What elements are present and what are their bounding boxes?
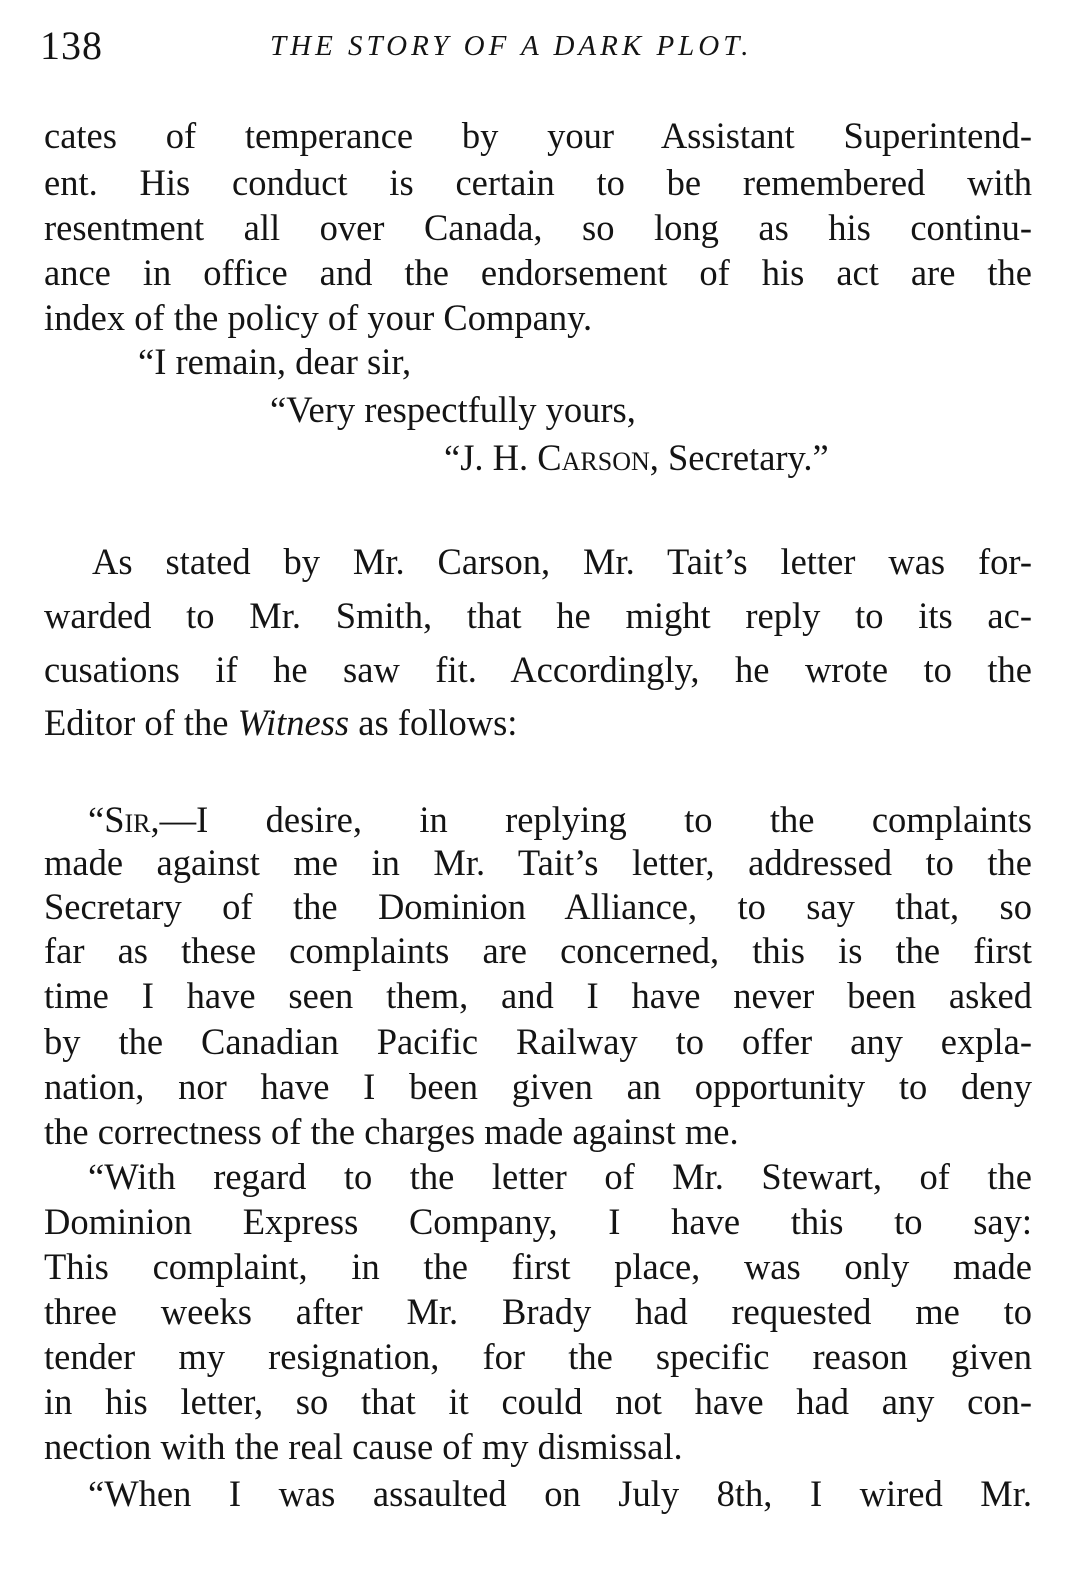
text-line: ance in office and the endorsement of his act are the bbox=[44, 252, 1032, 293]
text-line: This complaint, in the first place, was only made bbox=[44, 1246, 1032, 1287]
text-line: made against me in Mr. Tait’s letter, addressed to the bbox=[44, 842, 1032, 883]
signature-name: Carson bbox=[537, 437, 650, 478]
text-line: “With regard to the letter of Mr. Stewart, of the bbox=[88, 1156, 1032, 1197]
text-line: cusations if he saw fit. Accordingly, he wrote to the bbox=[44, 649, 1032, 690]
newspaper-title: Witness bbox=[237, 702, 350, 743]
text-line: index of the policy of your Company. bbox=[44, 297, 593, 338]
closing-line: “Very respectfully yours, bbox=[270, 389, 636, 430]
text-line: ent. His conduct is certain to be remembered with bbox=[44, 162, 1032, 203]
text-segment: as follows: bbox=[349, 702, 518, 743]
text-line: Secretary of the Dominion Alliance, to say that, so bbox=[44, 886, 1032, 927]
text-line: cates of temperance by your Assistant Superintend- bbox=[44, 115, 1032, 156]
quote-mark: “ bbox=[88, 799, 105, 840]
text-line: Dominion Express Company, I have this to say: bbox=[44, 1201, 1032, 1242]
text-line: tender my resignation, for the specific reason given bbox=[44, 1336, 1032, 1377]
closing-line: “I remain, dear sir, bbox=[138, 341, 412, 382]
page-header bbox=[40, 22, 1040, 72]
text-line: “When I was assaulted on July 8th, I wired Mr. bbox=[88, 1473, 1032, 1514]
signature-line bbox=[444, 436, 829, 480]
text-line: far as these complaints are concerned, this is the first bbox=[44, 930, 1032, 971]
text-segment: ,—I desire, in replying to the complaints bbox=[150, 799, 1032, 840]
text-segment: Editor of the bbox=[44, 702, 238, 743]
text-line: nation, nor have I been given an opportunity to deny bbox=[44, 1066, 1032, 1107]
page-number: 138 bbox=[40, 23, 103, 68]
text-line: warded to Mr. Smith, that he might reply to its ac- bbox=[44, 595, 1032, 636]
signature-rest: , Secretary.” bbox=[649, 437, 829, 478]
running-head: THE STORY OF A DARK PLOT. bbox=[270, 30, 753, 62]
text-line bbox=[88, 798, 1032, 842]
text-line: by the Canadian Pacific Railway to offer any expla- bbox=[44, 1021, 1032, 1062]
salutation: Sir bbox=[104, 799, 151, 840]
signature-open: “J. H. bbox=[444, 437, 538, 478]
text-line: nection with the real cause of my dismissal. bbox=[44, 1426, 683, 1467]
text-line: the correctness of the charges made against me. bbox=[44, 1111, 739, 1152]
text-line bbox=[44, 701, 1032, 745]
text-line: three weeks after Mr. Brady had requested me to bbox=[44, 1291, 1032, 1332]
text-line: in his letter, so that it could not have had any con- bbox=[44, 1381, 1032, 1422]
text-line: resentment all over Canada, so long as his continu- bbox=[44, 207, 1032, 248]
text-line: time I have seen them, and I have never been asked bbox=[44, 975, 1032, 1016]
text-line: As stated by Mr. Carson, Mr. Tait’s letter was for- bbox=[92, 541, 1032, 582]
